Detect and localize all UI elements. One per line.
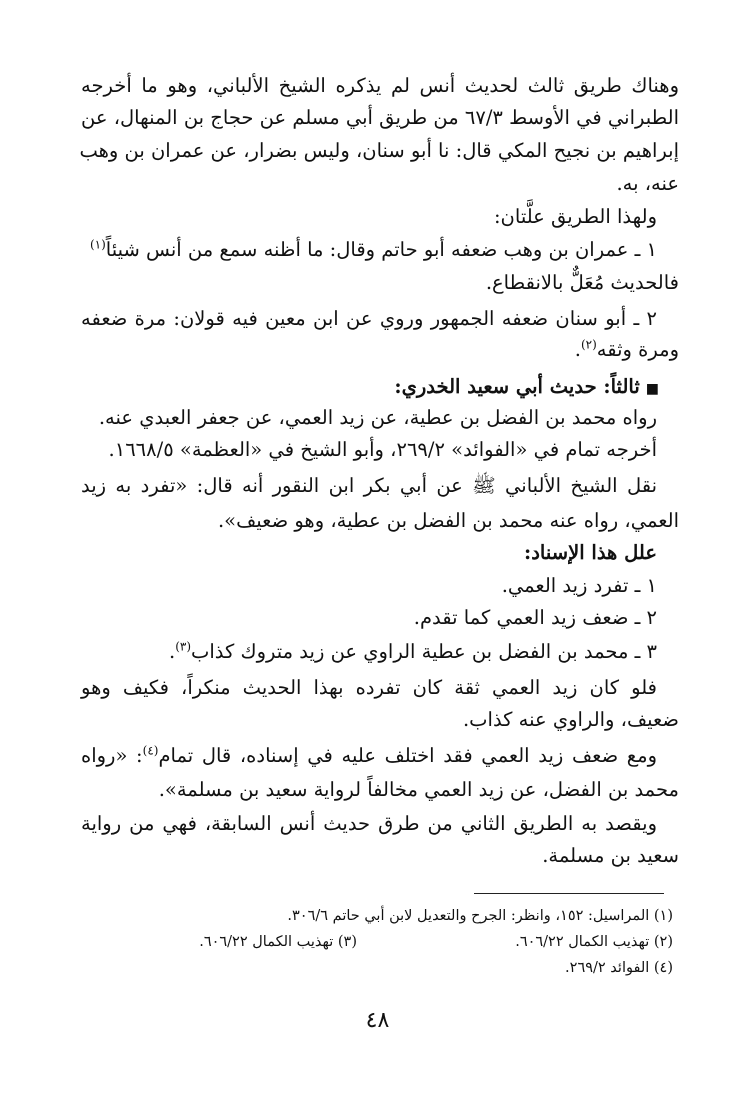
text-line-9 [81,335,679,365]
text-line-16 [59,637,657,667]
text-line-22: سعيد بن مسلمة. [542,844,679,867]
text-line-1: وهناك طريق ثالث لحديث أنس لم يذكره الشيخ الألباني، وهو ما أخرجه [81,74,679,97]
section-heading-ilal: علل هذا الإسناد: [524,541,657,564]
line-9-text: ومرة وثقه [596,338,679,361]
text-line-18: ضعيف، والراوي عنه كذاب. [462,708,679,731]
footnote-ref-2[interactable]: (٢) [580,337,597,352]
line-9-end: . [574,338,581,361]
text-line-15: ٢ ـ ضعف زيد العمي كما تقدم. [413,606,657,629]
text-line-3: إبراهيم بن نجيح المكي قال: نا أبو سنان، وليس بضرار، عن عمران بن وهب [79,139,679,162]
text-line-13: العمي، رواه عنه محمد بن الفضل بن عطية، وهو ضعيف». [217,509,679,532]
text-line-10: رواه محمد بن الفضل بن عطية، عن زيد العمي، عن جعفر العبدي عنه. [98,406,657,429]
line-16-end: . [168,640,176,663]
text-line-19 [81,741,657,771]
footnote-4: (٤) الفوائد ٢٦٩/٢. [565,960,673,976]
footnote-1: (١) المراسيل: ١٥٢، وانظر: الجرح والتعديل لابن أبي حاتم ٣٠٦/٦. [287,908,673,924]
footnote-ref-1[interactable]: (١) [89,237,106,252]
line-19-text-b: : «رواه [81,744,143,767]
footnote-divider [474,893,664,894]
text-line-5: ولهذا الطريق علَّتان: [493,205,657,228]
line-19-text-a: ومع ضعف زيد العمي فقد اختلف عليه في إسناده، قال تمام [158,744,658,767]
line-16-text: ٣ ـ محمد بن الفضل بن عطية الراوي عن زيد متروك كذاب [191,640,657,663]
text-line-8: ٢ ـ أبو سنان ضعفه الجمهور وروي عن ابن معين فيه قولان: مرة ضعفه [81,307,657,330]
text-line-7: فالحديث مُعَلٌّ بالانقطاع. [485,271,679,294]
line-6-text: ١ ـ عمران بن وهب ضعفه أبو حاتم وقال: ما أظنه سمع من أنس شيئاً [105,238,657,261]
text-line-4: عنه، به. [616,172,679,195]
section-heading-text: ثالثاً: حديث أبي سعيد الخدري: [394,375,640,398]
text-line-12: نقل الشيخ الألباني ﷺ عن أبي بكر ابن النقور أنه قال: «تفرد به زيد [81,474,657,497]
text-line-2: الطبراني في الأوسط ٦٧/٣ من طريق أبي مسلم عن حجاج بن المنهال، عن [81,106,679,129]
text-line-14: ١ ـ تفرد زيد العمي. [501,574,657,597]
text-line-21: ويقصد به الطريق الثاني من طرق حديث أنس السابقة، فهي من رواية [81,812,657,835]
footnote-2: (٢) تهذيب الكمال ٦٠٦/٢٢. [515,934,673,950]
text-line-17: فلو كان زيد العمي ثقة كان تفرده بهذا الحديث منكراً، فكيف وهو [81,676,657,699]
footnote-ref-4[interactable]: (٤) [142,743,159,758]
text-line-6 [81,235,657,265]
text-line-20: محمد بن الفضل، عن زيد العمي مخالفاً لرواية سعيد بن مسلمة». [158,778,679,801]
section-heading-abu-said [61,372,659,404]
section-marker-icon: ■ [645,381,659,397]
footnote-3: (٣) تهذيب الكمال ٦٠٦/٢٢. [199,934,357,950]
text-line-11: أخرجه تمام في «الفوائد» ٢٦٩/٢، وأبو الشيخ في «العظمة» ١٦٦٨/٥. [108,438,657,461]
footnote-ref-3[interactable]: (٣) [175,639,192,654]
page-number: ٤٨ [365,1008,390,1033]
